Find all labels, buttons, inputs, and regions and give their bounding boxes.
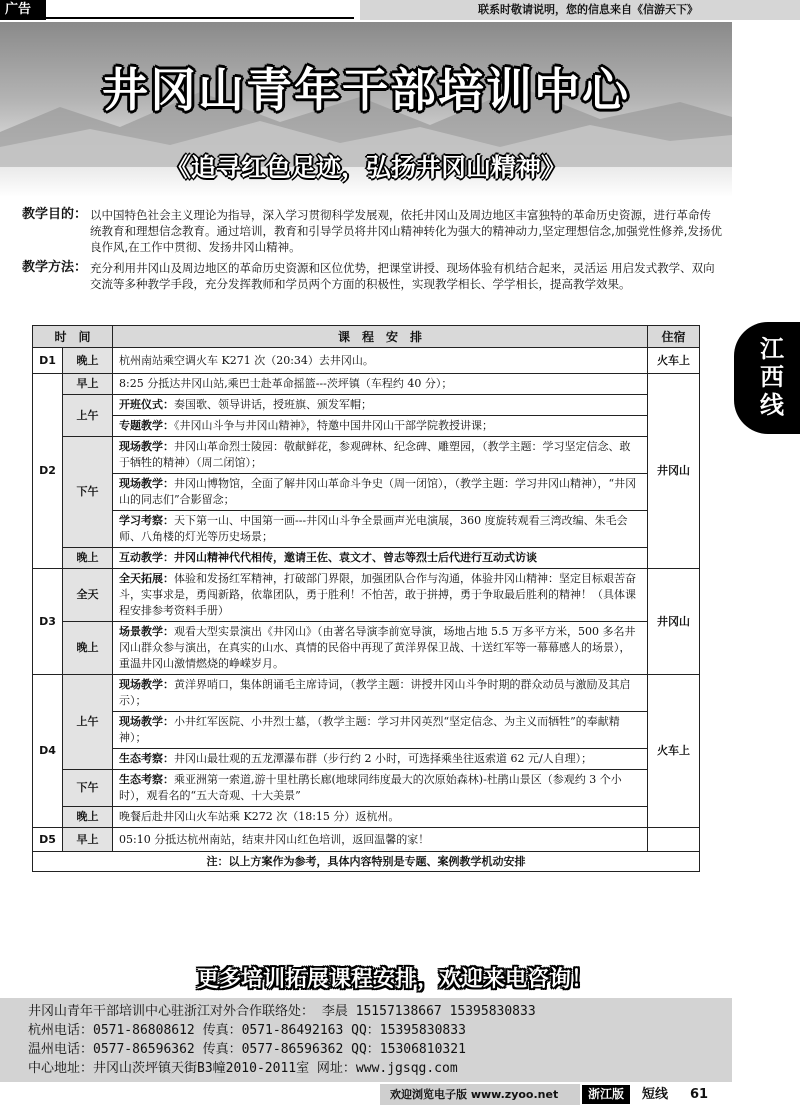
content-cell: 现场教学：井冈山革命烈士陵园：敬献鲜花，参观碑林、纪念碑、雕塑园，（教学主题：学习坚定信念、敢于牺牲的精神）（周二闭馆）； bbox=[113, 437, 648, 474]
teaching-method-text: 充分利用井冈山及周边地区的革命历史资源和区位优势，把课堂讲授、现场体验有机结合起来，灵活运 用启发式教学、双向交流等多种教学手段，充分发挥教师和学员两个方面的积极性，实现教学相长、学学相长，提高教学效果。 bbox=[90, 261, 715, 291]
slot-cell: 早上 bbox=[63, 828, 113, 852]
stay-cell: 井冈山 bbox=[648, 374, 700, 569]
slot-cell: 上午 bbox=[63, 675, 113, 770]
content-cell: 生态考察：乘亚洲第一索道,游十里杜鹃长廊(地球同纬度最大的次原始森林)-杜鹃山景区（参观约 3 个小时），观看名的“五大奇观、十大美景” bbox=[113, 770, 648, 807]
day-cell: D2 bbox=[33, 374, 63, 569]
table-row bbox=[33, 807, 700, 828]
table-row bbox=[33, 474, 700, 511]
header-time: 时 间 bbox=[33, 326, 113, 348]
top-strip bbox=[0, 0, 800, 22]
province-badge: 浙江版 bbox=[582, 1085, 630, 1104]
teaching-method bbox=[22, 260, 722, 292]
region-tab-char: 线 bbox=[760, 391, 784, 419]
schedule-table bbox=[32, 325, 700, 872]
content-cell: 晚餐后赴井冈山火车站乘 K272 次（18:15 分）返杭州。 bbox=[113, 807, 648, 828]
table-row bbox=[33, 437, 700, 474]
content-cell: 专题教学：《井冈山斗争与井冈山精神》，特邀中国井冈山干部学院教授讲课； bbox=[113, 416, 648, 437]
section-label: 短线 bbox=[642, 1087, 669, 1102]
contact-line: 中心地址：井冈山茨坪镇天街B3幢2010-2011室 网址：www.jgsqg.com bbox=[28, 1061, 458, 1076]
content-cell: 杭州南站乘空调火车 K271 次（20:34）去井冈山。 bbox=[113, 348, 648, 374]
header-stay: 住宿 bbox=[648, 326, 700, 348]
header-schedule: 课 程 安 排 bbox=[113, 326, 648, 348]
table-note: 注：以上方案作为参考，具体内容特别是专题、案例教学机动安排 bbox=[33, 852, 700, 872]
hero-subtitle: 《追寻红色足迹，弘扬井冈山精神》 bbox=[165, 153, 566, 182]
slogan: 更多培训拓展课程安排，欢迎来电咨询！ bbox=[196, 967, 593, 992]
slot-cell: 晚上 bbox=[63, 622, 113, 675]
footer-browse-link[interactable]: 欢迎浏览电子版 www.zyoo.net bbox=[380, 1084, 580, 1105]
content-cell: 学习考察：天下第一山、中国第一画---井冈山斗争全景画声光电演展，360 度旋转观看三湾改编、朱毛会师、八角楼的灯光等历史场景； bbox=[113, 511, 648, 548]
slot-cell: 上午 bbox=[63, 395, 113, 437]
slot-cell: 早上 bbox=[63, 374, 113, 395]
teaching-goal-label: 教学目的： bbox=[22, 207, 88, 222]
hero-banner bbox=[0, 22, 732, 197]
content-cell: 互动教学：井冈山精神代代相传，邀请王佐、袁文才、曾志等烈士后代进行互动式访谈 bbox=[113, 548, 648, 569]
table-row bbox=[33, 395, 700, 416]
top-rule bbox=[46, 17, 354, 19]
table-row bbox=[33, 828, 700, 852]
slot-cell: 晚上 bbox=[63, 348, 113, 374]
day-cell: D5 bbox=[33, 828, 63, 852]
table-row bbox=[33, 770, 700, 807]
contact-line: 井冈山青年干部培训中心驻浙江对外合作联络处： 李晨 15157138667 15395830833 bbox=[28, 1004, 536, 1019]
table-note-row bbox=[33, 852, 700, 872]
content-cell: 现场教学：井冈山博物馆，全面了解井冈山革命斗争史（周一闭馆），（教学主题：学习井冈山精神），“井冈山的同志们”合影留念； bbox=[113, 474, 648, 511]
table-row bbox=[33, 749, 700, 770]
table-row bbox=[33, 569, 700, 622]
region-tab-char: 西 bbox=[760, 363, 784, 391]
slot-cell: 下午 bbox=[63, 437, 113, 548]
table-row bbox=[33, 548, 700, 569]
slot-cell: 下午 bbox=[63, 770, 113, 807]
table-row bbox=[33, 374, 700, 395]
region-tab bbox=[734, 322, 800, 434]
table-row bbox=[33, 416, 700, 437]
stay-cell: 火车上 bbox=[648, 348, 700, 374]
teaching-goal-text: 以中国特色社会主义理论为指导，深入学习贯彻科学发展观，依托井冈山及周边地区丰富独特的革命历史资源，进行革命传统教育和理想信念教育。通过培训，教育和引导学员将井冈山精神转化为强大的精神动力,坚定理想信念,加强党性修养,发扬优良作风,在工作中贯彻、发扬井冈山精神。 bbox=[90, 208, 722, 254]
contact-line: 温州电话：0577-86596362 传真：0577-86596362 QQ：15306810321 bbox=[28, 1042, 466, 1057]
slot-cell: 晚上 bbox=[63, 807, 113, 828]
teaching-goal bbox=[22, 207, 722, 255]
content-cell: 05:10 分抵达杭州南站，结束井冈山红色培训，返回温馨的家！ bbox=[113, 828, 648, 852]
content-cell: 现场教学：黄洋界哨口，集体朗诵毛主席诗词，（教学主题：讲授井冈山斗争时期的群众动员与激励及其启示）； bbox=[113, 675, 648, 712]
content-cell: 生态考察：井冈山最壮观的五龙潭瀑布群（步行约 2 小时，可选择乘坐往返索道 62 元/人自理）； bbox=[113, 749, 648, 770]
page-number: 61 bbox=[690, 1087, 709, 1102]
content-cell: 场景教学：观看大型实景演出《井冈山》（由著名导演李前宽导演，场地占地 5.5 万多平方米，500 多名井冈山群众参与演出，在真实的山水、真情的民俗中再现了黄洋界保卫战、十送红军等一幕幕感人的场景），重温井冈山激情燃烧的峥嵘岁月。 bbox=[113, 622, 648, 675]
content-cell: 现场教学：小井红军医院、小井烈士墓，（教学主题：学习井冈英烈“坚定信念、为主义而牺牲”的奉献精神）； bbox=[113, 712, 648, 749]
stay-cell bbox=[648, 828, 700, 852]
slot-cell: 全天 bbox=[63, 569, 113, 622]
content-cell: 开班仪式：奏国歌、领导讲话，授班旗、颁发军帽； bbox=[113, 395, 648, 416]
day-cell: D4 bbox=[33, 675, 63, 828]
ad-tag: 广告 bbox=[0, 0, 46, 20]
hero-title: 井冈山青年干部培训中心 bbox=[102, 63, 630, 117]
contact-line: 杭州电话：0571-86808612 传真：0571-86492163 QQ：15395830833 bbox=[28, 1023, 466, 1038]
contact-panel bbox=[0, 998, 732, 1082]
content-cell: 8:25 分抵达井冈山站,乘巴士赴革命摇篮---茨坪镇（车程约 40 分）； bbox=[113, 374, 648, 395]
day-cell: D1 bbox=[33, 348, 63, 374]
content-cell: 全天拓展：体验和发扬红军精神，打破部门界限，加强团队合作与沟通，体验井冈山精神：坚定目标艰苦奋斗，实事求是，勇闯新路，依靠团队，勇于胜利！不怕苦，敢于拼搏，勇于争取最后胜利的精神！（具体课程安排参考资料手册） bbox=[113, 569, 648, 622]
header-note: 联系时敬请说明，您的信息来自《信游天下》 bbox=[360, 0, 800, 20]
stay-cell: 火车上 bbox=[648, 675, 700, 828]
table-row bbox=[33, 675, 700, 712]
region-tab-char: 江 bbox=[760, 335, 784, 363]
table-row bbox=[33, 348, 700, 374]
slot-cell: 晚上 bbox=[63, 548, 113, 569]
table-header-row bbox=[33, 326, 700, 348]
table-row bbox=[33, 712, 700, 749]
table-row bbox=[33, 511, 700, 548]
table-row bbox=[33, 622, 700, 675]
teaching-method-label: 教学方法： bbox=[22, 260, 88, 275]
footer bbox=[0, 1084, 800, 1105]
stay-cell: 井冈山 bbox=[648, 569, 700, 675]
day-cell: D3 bbox=[33, 569, 63, 675]
